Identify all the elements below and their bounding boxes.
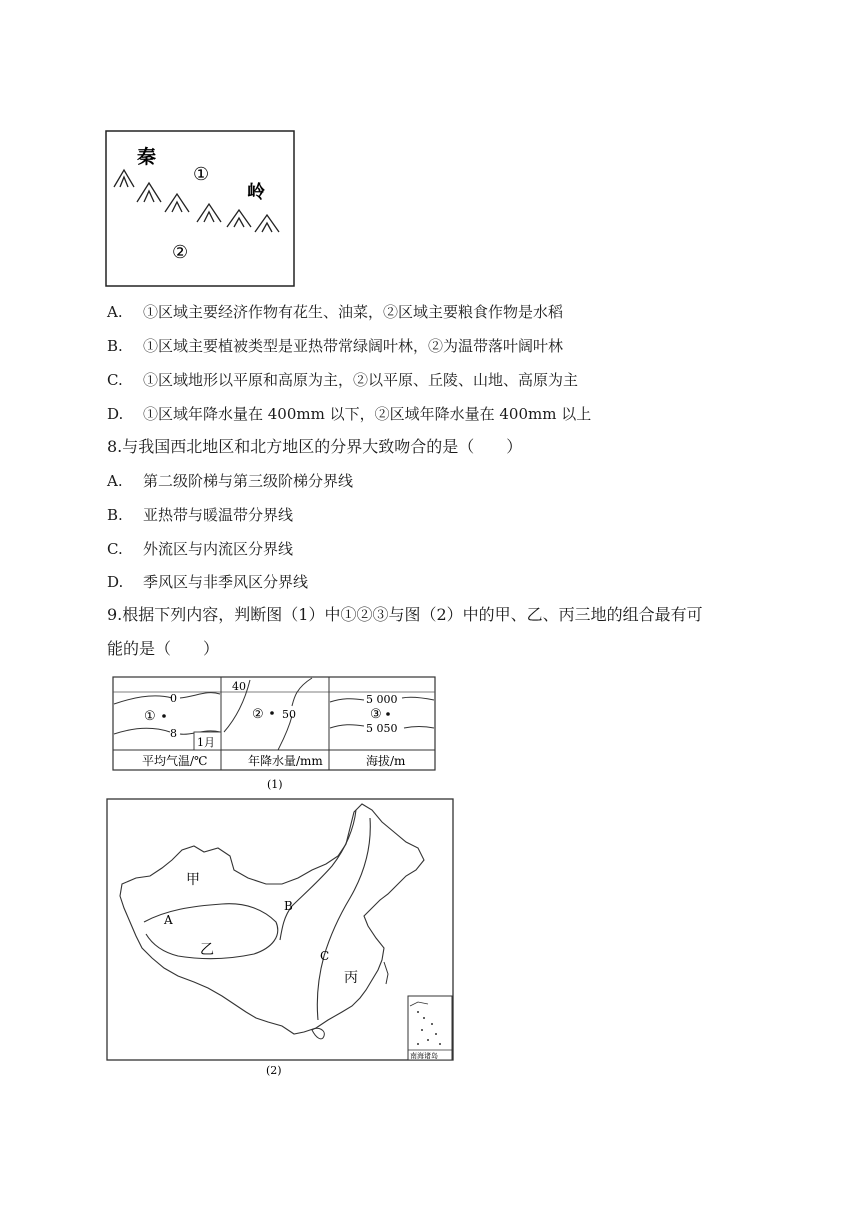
inset-label: 南海诸岛: [410, 1052, 438, 1060]
marker-1: ①: [144, 709, 156, 724]
figure-2-label: (2): [266, 1064, 282, 1077]
option-letter: D.: [107, 405, 124, 423]
marker-region-1: ①: [193, 164, 210, 185]
isotherm-label-0: 0: [170, 692, 177, 705]
option-text: 亚热带与暖温带分界线: [143, 506, 294, 524]
contour-label-5000: 5 000: [366, 693, 398, 706]
contour-label-5050: 5 050: [366, 722, 398, 735]
option-text: ①区域年降水量在 400mm 以下，②区域年降水量在 400mm 以上: [143, 405, 592, 423]
option-letter: A.: [107, 303, 123, 321]
marker-2: ②: [252, 707, 264, 722]
region-bing: 丙: [344, 970, 358, 986]
caption-elevation: 海拔/m: [366, 754, 406, 768]
q7-option-c[interactable]: [107, 370, 578, 390]
qinling-figure: [105, 130, 295, 287]
q9-stem-line-2: 能的是（ ）: [107, 639, 220, 658]
month-label: 1月: [197, 736, 215, 749]
point-2: [270, 711, 274, 715]
option-text: ①区域地形以平原和高原为主，②以平原、丘陵、山地、高原为主: [143, 371, 579, 389]
isohyet-label-50: 50: [282, 708, 296, 721]
option-letter: B.: [107, 337, 123, 355]
line-a-label: A: [164, 913, 173, 927]
china-map: [106, 798, 458, 1078]
q8-option-c[interactable]: [107, 539, 293, 559]
caption-precipitation: 年降水量/mm: [248, 754, 323, 768]
option-letter: C.: [107, 371, 123, 389]
line-b-label: B: [284, 899, 293, 913]
q7-option-a[interactable]: [107, 302, 563, 322]
south-china-sea-inset: [408, 996, 452, 1060]
q7-option-b[interactable]: [107, 336, 563, 356]
qinling-diagram: [105, 130, 295, 287]
option-text: 外流区与内流区分界线: [143, 540, 294, 558]
q8-option-a[interactable]: [107, 471, 353, 491]
line-c-label: C: [320, 949, 330, 963]
option-letter: C.: [107, 540, 123, 558]
option-letter: D.: [107, 573, 124, 591]
figure-2-china-map: [106, 798, 458, 1078]
qin-label: 秦: [137, 146, 157, 168]
figure-1-isolines: [112, 676, 436, 796]
option-text: 第二级阶梯与第三级阶梯分界线: [143, 472, 354, 490]
q8-option-d[interactable]: [107, 572, 308, 592]
region-yi: 乙: [200, 942, 214, 958]
point-1: [162, 714, 166, 718]
marker-region-2: ②: [172, 242, 189, 263]
caption-temperature: 平均气温/℃: [142, 754, 208, 768]
isotherm-label-8: 8: [170, 727, 177, 740]
option-text: ①区域主要经济作物有花生、油菜，②区域主要粮食作物是水稻: [143, 303, 564, 321]
q9-stem-line-1: 9.根据下列内容，判断图（1）中①②③与图（2）中的甲、乙、丙三地的组合最有可: [107, 605, 703, 624]
region-jia: 甲: [186, 872, 200, 888]
option-letter: A.: [107, 472, 123, 490]
point-3: [386, 712, 390, 716]
q7-option-d[interactable]: [107, 404, 591, 424]
option-letter: B.: [107, 506, 123, 524]
option-text: 季风区与非季风区分界线: [143, 573, 309, 591]
isoline-panels: [112, 676, 436, 796]
marker-3: ③: [370, 707, 382, 722]
q8-option-b[interactable]: [107, 505, 293, 525]
ling-label: 岭: [247, 182, 265, 203]
q8-stem: 8.与我国西北地区和北方地区的分界大致吻合的是（ ）: [107, 437, 523, 456]
option-text: ①区域主要植被类型是亚热带常绿阔叶林，②为温带落叶阔叶林: [143, 337, 564, 355]
figure-1-label: (1): [267, 778, 283, 791]
isohyet-label-40: 40: [232, 680, 246, 693]
